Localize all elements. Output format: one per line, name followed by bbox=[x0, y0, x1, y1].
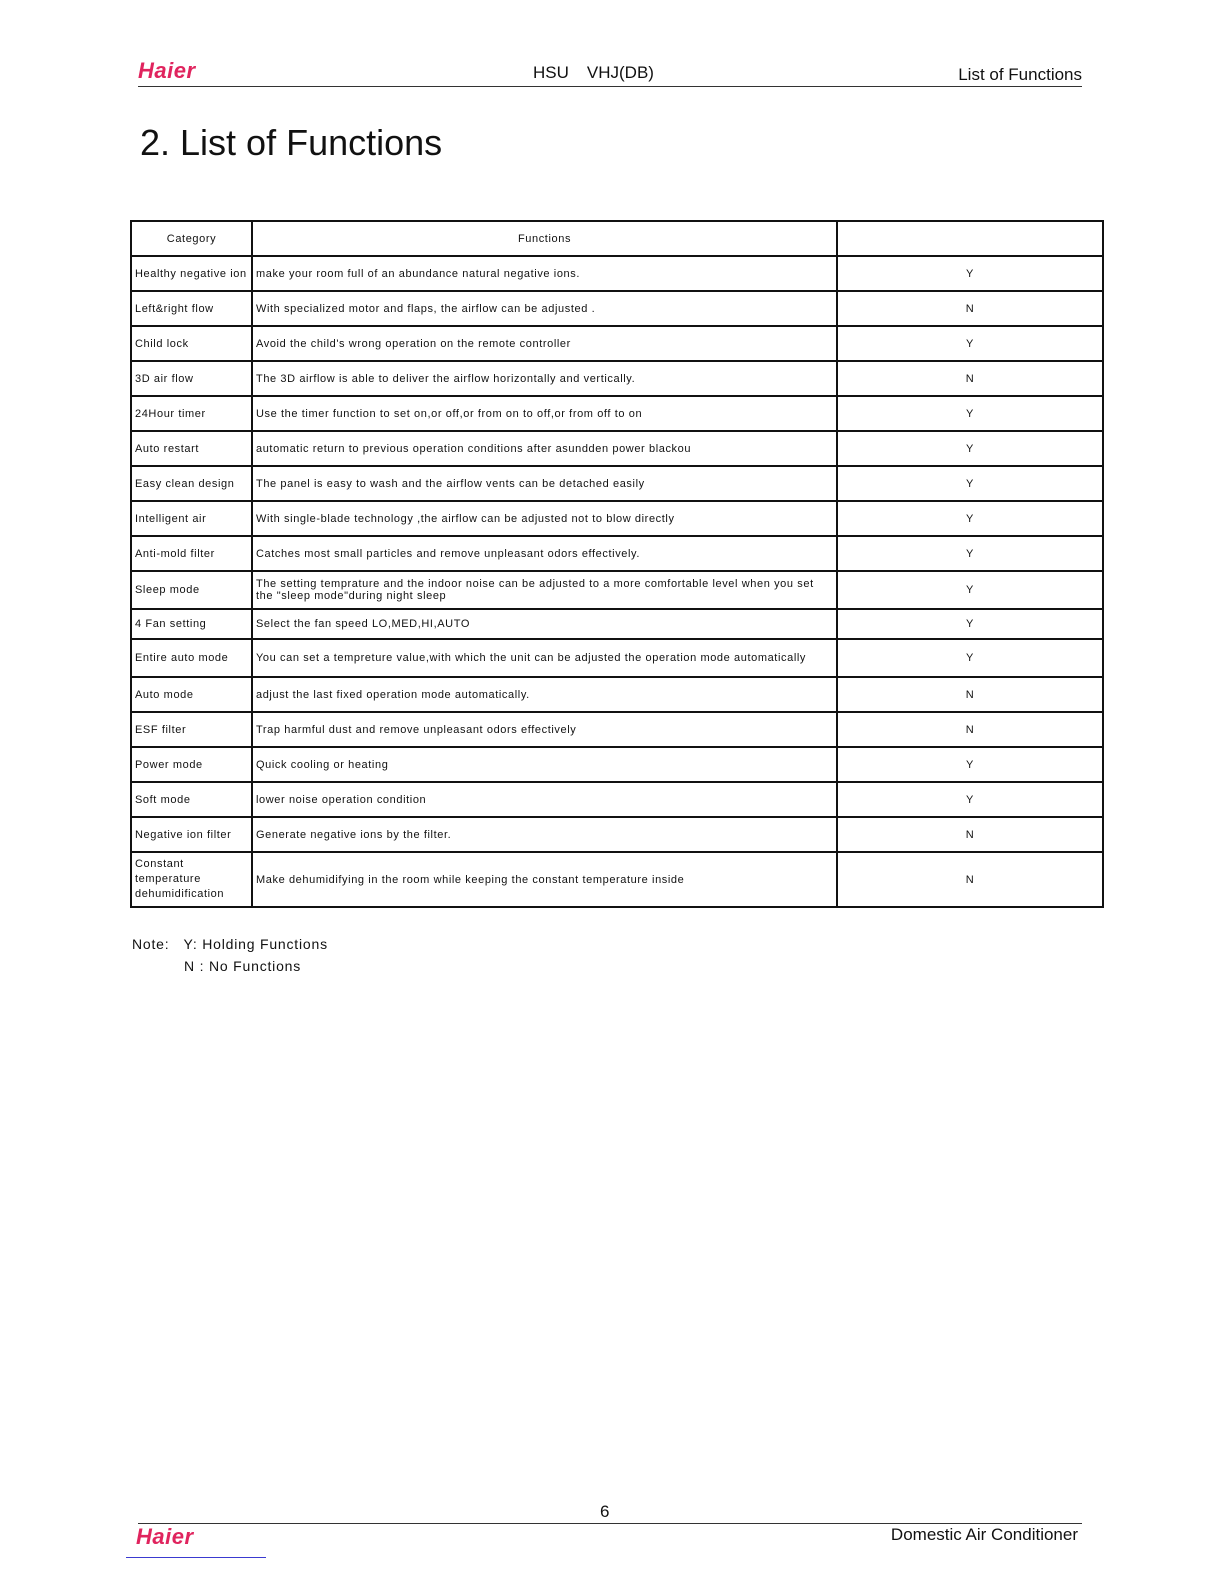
value-cell: Y bbox=[837, 639, 1103, 677]
function-cell: Avoid the child's wrong operation on the remote controller bbox=[252, 326, 837, 361]
value-cell: Y bbox=[837, 609, 1103, 639]
model-number bbox=[533, 63, 672, 83]
category-cell: Auto restart bbox=[131, 431, 252, 466]
category-cell: Healthy negative ion bbox=[131, 256, 252, 291]
value-cell: Y bbox=[837, 571, 1103, 609]
category-cell: Soft mode bbox=[131, 782, 252, 817]
category-cell: Intelligent air bbox=[131, 501, 252, 536]
function-cell: Quick cooling or heating bbox=[252, 747, 837, 782]
table-row bbox=[131, 326, 1103, 361]
function-cell: make your room full of an abundance natural negative ions. bbox=[252, 256, 837, 291]
table-row bbox=[131, 639, 1103, 677]
header-category: Category bbox=[131, 221, 252, 256]
table-row bbox=[131, 536, 1103, 571]
table-row bbox=[131, 747, 1103, 782]
value-cell: Y bbox=[837, 747, 1103, 782]
category-cell: Power mode bbox=[131, 747, 252, 782]
value-cell: Y bbox=[837, 466, 1103, 501]
function-cell: The setting temprature and the indoor noise can be adjusted to a more comfortable level when you set the "sleep mode"during night sleep bbox=[252, 571, 837, 609]
header-functions: Functions bbox=[252, 221, 837, 256]
function-cell: Generate negative ions by the filter. bbox=[252, 817, 837, 852]
function-cell: Use the timer function to set on,or off,or from on to off,or from off to on bbox=[252, 396, 837, 431]
table-row bbox=[131, 571, 1103, 609]
model-suffix: VHJ(DB) bbox=[586, 63, 654, 82]
function-cell: lower noise operation condition bbox=[252, 782, 837, 817]
function-cell: Catches most small particles and remove unpleasant odors effectively. bbox=[252, 536, 837, 571]
table-row bbox=[131, 501, 1103, 536]
function-cell: automatic return to previous operation conditions after asundden power blackou bbox=[252, 431, 837, 466]
function-cell: The 3D airflow is able to deliver the airflow horizontally and vertically. bbox=[252, 361, 837, 396]
note-no: N : No Functions bbox=[184, 958, 302, 974]
function-cell: The panel is easy to wash and the airflow vents can be detached easily bbox=[252, 466, 837, 501]
table-row bbox=[131, 782, 1103, 817]
value-cell: Y bbox=[837, 256, 1103, 291]
category-cell: 24Hour timer bbox=[131, 396, 252, 431]
table-row bbox=[131, 256, 1103, 291]
table-row bbox=[131, 609, 1103, 639]
category-cell: Sleep mode bbox=[131, 571, 252, 609]
category-cell: ESF filter bbox=[131, 712, 252, 747]
value-cell: N bbox=[837, 677, 1103, 712]
function-cell: Trap harmful dust and remove unpleasant odors effectively bbox=[252, 712, 837, 747]
table-row bbox=[131, 677, 1103, 712]
category-cell: Easy clean design bbox=[131, 466, 252, 501]
category-cell: Entire auto mode bbox=[131, 639, 252, 677]
table-row bbox=[131, 431, 1103, 466]
footer-product-line: Domestic Air Conditioner bbox=[890, 1525, 1078, 1544]
category-cell: Child lock bbox=[131, 326, 252, 361]
category-cell: Negative ion filter bbox=[131, 817, 252, 852]
category-cell: 3D air flow bbox=[131, 361, 252, 396]
table-row bbox=[131, 396, 1103, 431]
value-cell: Y bbox=[837, 431, 1103, 466]
footer-divider bbox=[138, 1523, 1082, 1524]
function-cell: You can set a tempreture value,with which the unit can be adjusted the operation mode automatically bbox=[252, 639, 837, 677]
value-cell: N bbox=[837, 852, 1103, 907]
table-row bbox=[131, 817, 1103, 852]
note-yes: Y: Holding Functions bbox=[183, 936, 328, 952]
page-title: 2. List of Functions bbox=[140, 122, 443, 163]
value-cell: Y bbox=[837, 326, 1103, 361]
footer-link-underline bbox=[126, 1557, 266, 1558]
table-row bbox=[131, 712, 1103, 747]
header-value bbox=[837, 221, 1103, 256]
table-row bbox=[131, 291, 1103, 326]
category-cell: Constant temperature dehumidification bbox=[131, 852, 252, 907]
function-cell: With specialized motor and flaps, the airflow can be adjusted . bbox=[252, 291, 837, 326]
header-divider bbox=[138, 86, 1082, 87]
value-cell: Y bbox=[837, 501, 1103, 536]
page-number: 6 bbox=[600, 1502, 610, 1521]
function-cell: adjust the last fixed operation mode automatically. bbox=[252, 677, 837, 712]
category-cell: Left&right flow bbox=[131, 291, 252, 326]
value-cell: N bbox=[837, 817, 1103, 852]
value-cell: N bbox=[837, 291, 1103, 326]
haier-logo: Haier bbox=[138, 58, 196, 83]
function-cell: Make dehumidifying in the room while keeping the constant temperature inside bbox=[252, 852, 837, 907]
model-prefix: HSU bbox=[533, 63, 569, 82]
value-cell: Y bbox=[837, 396, 1103, 431]
function-cell: With single-blade technology ,the airflow can be adjusted not to blow directly bbox=[252, 501, 837, 536]
section-title: List of Functions bbox=[958, 65, 1082, 84]
table-row bbox=[131, 361, 1103, 396]
table-row bbox=[131, 852, 1103, 907]
value-cell: N bbox=[837, 712, 1103, 747]
value-cell: Y bbox=[837, 782, 1103, 817]
category-cell: Auto mode bbox=[131, 677, 252, 712]
category-cell: 4 Fan setting bbox=[131, 609, 252, 639]
function-cell: Select the fan speed LO,MED,HI,AUTO bbox=[252, 609, 837, 639]
value-cell: N bbox=[837, 361, 1103, 396]
note-label: Note: bbox=[132, 936, 170, 952]
legend-note bbox=[132, 933, 328, 977]
table-row bbox=[131, 466, 1103, 501]
footer-haier-logo: Haier bbox=[136, 1524, 194, 1549]
value-cell: Y bbox=[837, 536, 1103, 571]
functions-table bbox=[130, 220, 1104, 908]
category-cell: Anti-mold filter bbox=[131, 536, 252, 571]
